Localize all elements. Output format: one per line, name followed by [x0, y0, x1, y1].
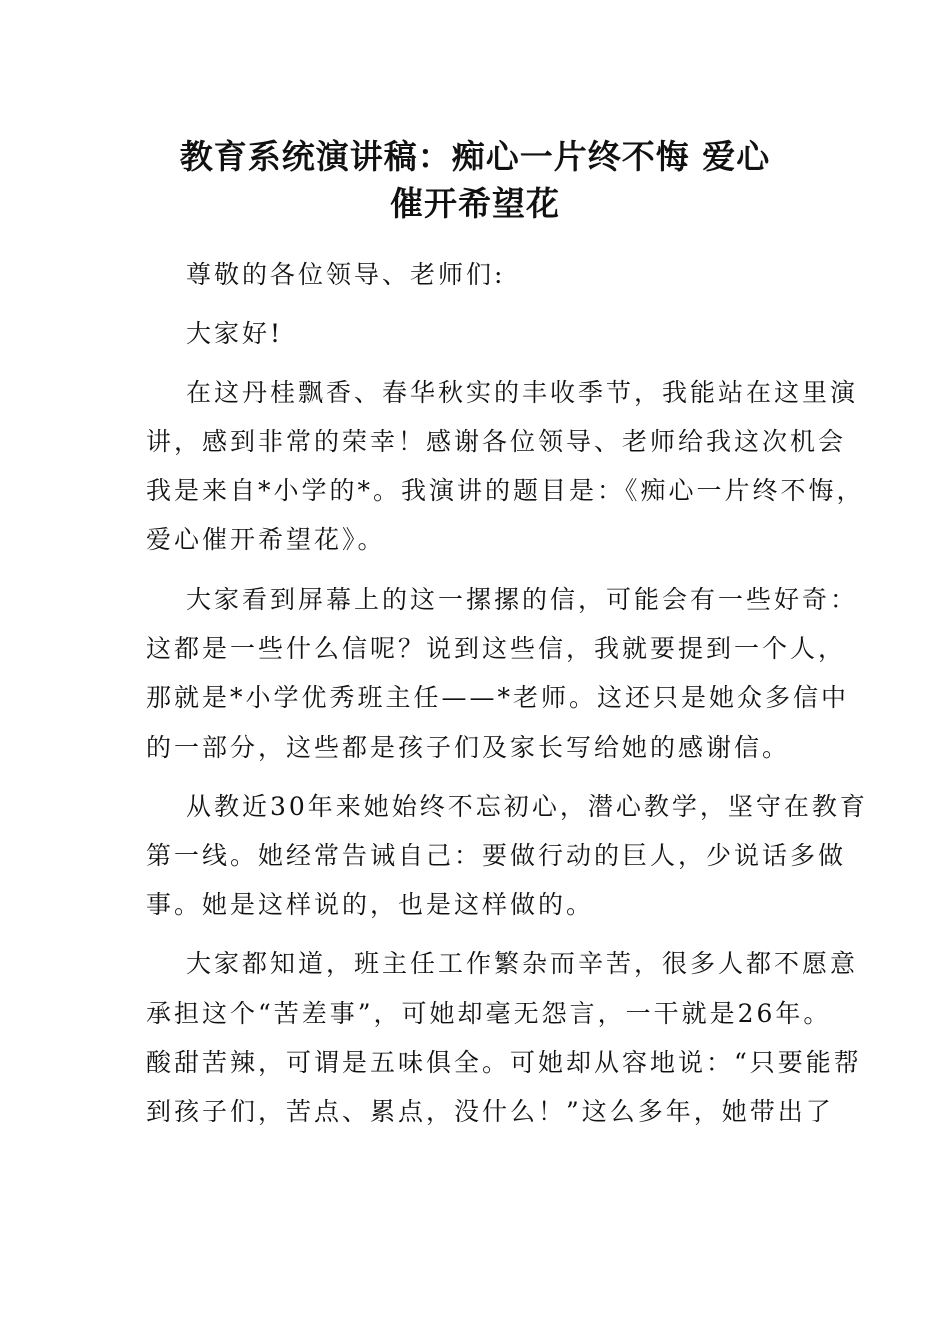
paragraph-3-line-2: 第一线。她经常告诫自己：要做行动的巨人，少说话多做 [146, 841, 847, 870]
paragraph-1-line-1: 在这丹桂飘香、春华秋实的丰收季节，我能站在这里演 [186, 378, 859, 407]
document-title-line-2: 催开希望花 [390, 184, 560, 223]
paragraph-2-line-2: 这都是一些什么信呢？说到这些信，我就要提到一个人， [146, 634, 847, 663]
paragraph-1-line-2: 讲，感到非常的荣幸！感谢各位领导、老师给我这次机会 [146, 427, 847, 456]
paragraph-3-line-1: 从教近30年来她始终不忘初心，潜心教学，坚守在教育 [186, 792, 868, 821]
paragraph-2-line-1: 大家看到屏幕上的这一摞摞的信，可能会有一些好奇： [186, 585, 859, 614]
paragraph-4-line-4: 到孩子们，苦点、累点，没什么！”这么多年，她带出了 [146, 1097, 834, 1126]
paragraph-1-line-3: 我是来自*小学的*。我演讲的题目是：《痴心一片终不悔， [146, 476, 865, 505]
paragraph-3-line-3: 事。她是这样说的，也是这样做的。 [146, 890, 595, 919]
paragraph-4-line-3: 酸甜苦辣，可谓是五味俱全。可她却从容地说：“只要能帮 [146, 1048, 862, 1077]
document-title-line-1: 教育系统演讲稿：痴心一片终不悔 爱心 [179, 137, 771, 176]
paragraph-2-line-3: 那就是*小学优秀班主任——*老师。这还只是她众多信中 [146, 683, 850, 712]
paragraph-1-line-4: 爱心催开希望花》。 [146, 525, 386, 554]
paragraph-4-line-2: 承担这个“苦差事”，可她却毫无怨言，一干就是26年。 [146, 999, 832, 1028]
greeting-line: 大家好! [186, 319, 284, 348]
paragraph-2-line-4: 的一部分，这些都是孩子们及家长写给她的感谢信。 [146, 733, 791, 762]
paragraph-4-line-1: 大家都知道，班主任工作繁杂而辛苦，很多人都不愿意 [186, 949, 859, 978]
salutation-line: 尊敬的各位领导、老师们: [186, 260, 506, 289]
